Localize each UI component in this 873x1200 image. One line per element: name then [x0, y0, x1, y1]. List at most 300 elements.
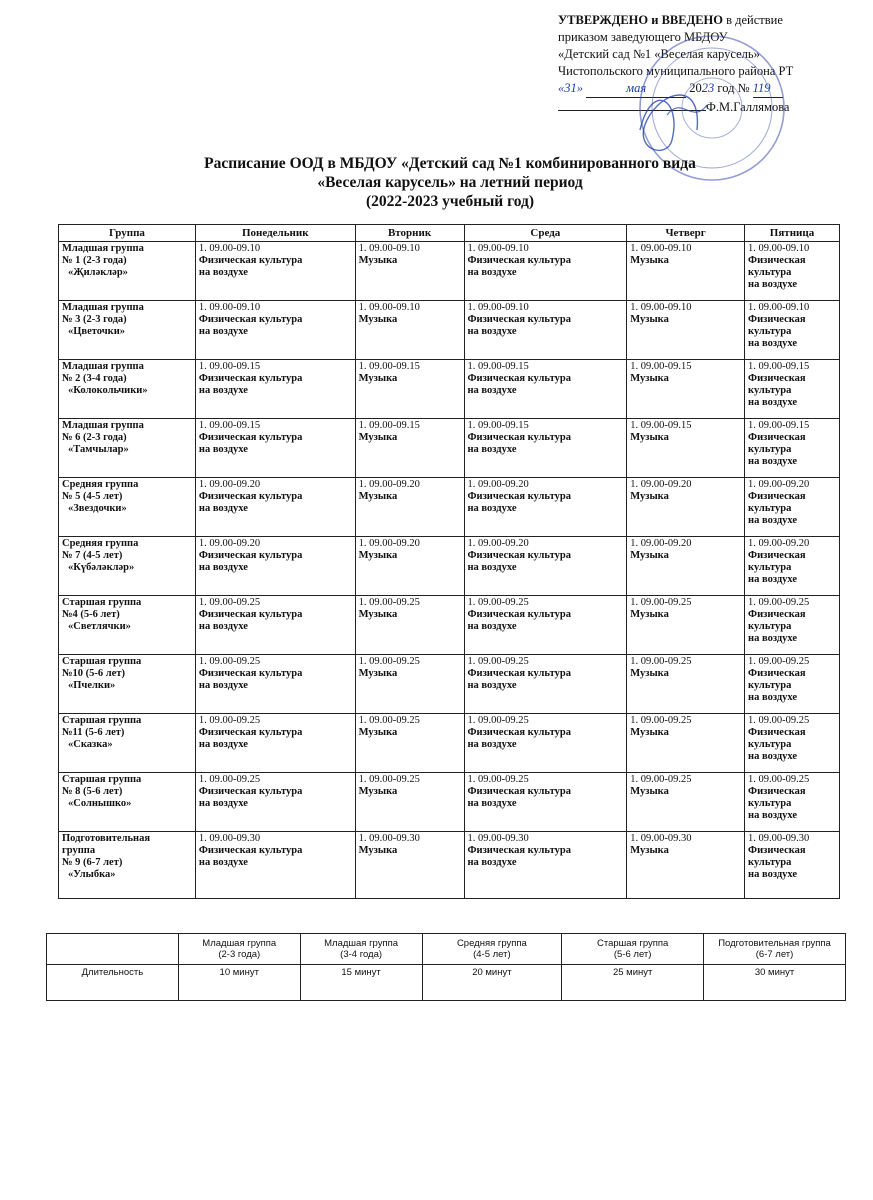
session-time	[359, 302, 461, 314]
cell-wednesday	[464, 714, 627, 773]
activity-pe-outdoor: на воздухе	[748, 338, 798, 349]
activity-music: Музыка	[630, 668, 669, 679]
duration-table	[46, 933, 846, 1001]
activity-pe: Физическая культура	[198, 786, 303, 797]
session-time-value: 09.00-09.25	[209, 656, 261, 667]
duration-header-row	[47, 934, 846, 965]
activity-pe-outdoor: на воздухе	[198, 267, 248, 278]
session-number: 1.	[630, 243, 639, 254]
activity-pe: Физическая культура	[198, 432, 303, 443]
session-time	[630, 420, 741, 432]
group-cell	[59, 655, 196, 714]
cell-monday	[195, 832, 355, 899]
activity-pe-outdoor: на воздухе	[198, 857, 248, 868]
session-time-value: 09.00-09.20	[369, 538, 420, 549]
cell-friday	[745, 301, 840, 360]
approval-year-text: 20	[689, 81, 702, 95]
session-time	[468, 420, 624, 432]
session-time	[359, 420, 461, 432]
activity-pe: Физическая культура	[198, 314, 303, 325]
session-time	[468, 538, 624, 550]
activity-pe-outdoor: на воздухе	[748, 633, 798, 644]
session-time-value: 09.00-09.10	[478, 243, 529, 254]
activity-pe-outdoor: на воздухе	[467, 326, 517, 337]
cell-thursday	[627, 242, 745, 301]
session-number: 1.	[748, 597, 756, 608]
session-time-value: 09.00-09.25	[478, 774, 529, 785]
cell-tuesday	[355, 301, 464, 360]
session-number: 1.	[467, 538, 476, 549]
session-time-value: 09.00-09.15	[758, 420, 810, 431]
cell-thursday	[627, 773, 745, 832]
activity-pe: Физическая культура	[467, 432, 571, 443]
group-cell	[59, 478, 196, 537]
activity-music: Музыка	[630, 786, 669, 797]
session-time-value: 09.00-09.25	[369, 774, 420, 785]
cell-wednesday	[464, 537, 627, 596]
activity-pe-outdoor: на воздухе	[198, 326, 248, 337]
session-time-value: 09.00-09.20	[369, 479, 420, 490]
header-monday: Понедельник	[195, 225, 355, 242]
session-time-value: 09.00-09.25	[640, 656, 692, 667]
session-number: 1.	[467, 597, 476, 608]
session-number: 1.	[198, 243, 207, 254]
duration-header-prep	[704, 934, 846, 965]
duration-header-junior-1	[178, 934, 300, 965]
session-number: 1.	[630, 479, 639, 490]
session-time	[748, 774, 836, 786]
activity-music: Музыка	[630, 491, 669, 502]
activity-pe: культура	[748, 562, 792, 573]
session-time-value: 09.00-09.25	[640, 597, 692, 608]
session-time-value: 09.00-09.25	[640, 715, 692, 726]
activity-pe: Физическая культура	[198, 550, 303, 561]
activity-pe-outdoor: на воздухе	[198, 798, 248, 809]
session-time	[359, 833, 461, 845]
session-number: 1.	[358, 715, 367, 726]
cell-tuesday	[355, 596, 464, 655]
cell-thursday	[627, 537, 745, 596]
session-time	[748, 361, 836, 373]
cell-tuesday	[355, 242, 464, 301]
group-name: «Светлячки»	[68, 621, 131, 632]
session-time	[630, 361, 741, 373]
cell-monday	[195, 419, 355, 478]
session-number: 1.	[198, 538, 207, 549]
activity-music: Музыка	[630, 727, 669, 738]
table-row	[59, 419, 840, 478]
cell-wednesday	[464, 596, 627, 655]
session-number: 1.	[630, 420, 639, 431]
group-line: Старшая группа	[62, 597, 142, 608]
cell-friday	[745, 242, 840, 301]
duration-header-text: Подготовительная группа	[718, 938, 831, 949]
session-time-value: 09.00-09.10	[758, 243, 810, 254]
session-number: 1.	[630, 774, 639, 785]
cell-friday	[745, 360, 840, 419]
session-number: 1.	[358, 479, 367, 490]
activity-pe-outdoor: на воздухе	[467, 680, 517, 691]
cell-tuesday	[355, 419, 464, 478]
cell-wednesday	[464, 301, 627, 360]
group-line: № 1 (2-3 года)	[62, 255, 127, 266]
activity-music: Музыка	[358, 314, 398, 325]
activity-music: Музыка	[358, 432, 398, 443]
title-line-3: (2022-2023 учебный год)	[365, 193, 535, 210]
session-time-value: 09.00-09.20	[640, 538, 692, 549]
cell-wednesday	[464, 242, 627, 301]
cell-friday	[745, 419, 840, 478]
activity-pe: Физическая культура	[467, 668, 571, 679]
group-name: «Солнышко»	[68, 798, 132, 809]
group-line: № 8 (5-6 лет)	[62, 786, 123, 797]
activity-pe: культура	[748, 739, 792, 750]
cell-wednesday	[464, 419, 627, 478]
session-number: 1.	[748, 833, 756, 844]
session-time	[199, 538, 352, 550]
cell-friday	[745, 478, 840, 537]
session-number: 1.	[748, 656, 756, 667]
session-time	[748, 420, 836, 432]
group-name: «Күбәләкләр»	[68, 562, 135, 573]
cell-wednesday	[464, 655, 627, 714]
approval-order-number: 119	[753, 80, 783, 98]
group-line: Младшая группа	[62, 420, 144, 431]
session-number: 1.	[467, 479, 476, 490]
activity-pe-outdoor: на воздухе	[467, 562, 517, 573]
cell-tuesday	[355, 773, 464, 832]
cell-wednesday	[464, 478, 627, 537]
page-title	[150, 154, 750, 211]
group-line: №4 (5-6 лет)	[62, 609, 120, 620]
session-time	[468, 774, 624, 786]
activity-pe: Физическая культура	[467, 786, 571, 797]
group-line: группа	[62, 845, 96, 856]
session-number: 1.	[630, 538, 639, 549]
duration-value: 30 минут	[704, 965, 846, 1001]
session-number: 1.	[467, 302, 476, 313]
group-name: «Улыбка»	[68, 869, 116, 880]
session-number: 1.	[748, 361, 756, 372]
activity-pe: Физическая культура	[467, 727, 571, 738]
activity-pe: культура	[748, 385, 792, 396]
activity-music: Музыка	[630, 550, 669, 561]
group-line: Старшая группа	[62, 715, 142, 726]
group-line: № 2 (3-4 года)	[62, 373, 127, 384]
session-time	[199, 302, 352, 314]
session-time	[748, 479, 836, 491]
session-number: 1.	[748, 243, 756, 254]
activity-pe: Физическая культура	[467, 314, 571, 325]
session-time	[359, 715, 461, 727]
group-line: Младшая группа	[62, 361, 144, 372]
group-name: «Җиләкләр»	[68, 267, 128, 278]
cell-wednesday	[464, 773, 627, 832]
activity-music: Музыка	[630, 314, 669, 325]
session-number: 1.	[358, 361, 367, 372]
activity-pe-outdoor: на воздухе	[467, 444, 517, 455]
activity-pe-outdoor: на воздухе	[748, 810, 798, 821]
session-number: 1.	[467, 656, 476, 667]
session-number: 1.	[748, 420, 756, 431]
group-name: «Звездочки»	[68, 503, 127, 514]
header-tuesday: Вторник	[355, 225, 464, 242]
session-time	[199, 715, 352, 727]
activity-pe-outdoor: на воздухе	[198, 385, 248, 396]
group-line: №11 (5-6 лет)	[62, 727, 125, 738]
session-time	[748, 715, 836, 727]
session-time-value: 09.00-09.10	[640, 302, 692, 313]
session-time	[199, 597, 352, 609]
cell-thursday	[627, 832, 745, 899]
activity-music: Музыка	[358, 255, 398, 266]
activity-pe: Физическая	[748, 255, 806, 266]
session-number: 1.	[358, 302, 367, 313]
session-number: 1.	[467, 774, 476, 785]
activity-pe-outdoor: на воздухе	[748, 397, 798, 408]
cell-tuesday	[355, 832, 464, 899]
group-name: «Цветочки»	[68, 326, 126, 337]
session-time-value: 09.00-09.25	[369, 715, 420, 726]
duration-value: 10 минут	[178, 965, 300, 1001]
session-time-value: 09.00-09.15	[209, 420, 261, 431]
session-time	[359, 774, 461, 786]
activity-pe: культура	[748, 267, 792, 278]
session-time-value: 09.00-09.20	[640, 479, 692, 490]
session-number: 1.	[630, 656, 639, 667]
session-time-value: 09.00-09.15	[758, 361, 810, 372]
group-line: Старшая группа	[62, 656, 142, 667]
activity-pe: Физическая культура	[198, 845, 303, 856]
group-cell	[59, 537, 196, 596]
session-number: 1.	[198, 479, 207, 490]
duration-value: 20 минут	[422, 965, 562, 1001]
session-time	[630, 243, 741, 255]
group-cell	[59, 773, 196, 832]
duration-header-age: (3-4 года)	[340, 949, 383, 960]
activity-pe-outdoor: на воздухе	[467, 857, 517, 868]
activity-pe-outdoor: на воздухе	[467, 503, 517, 514]
duration-row-label: Длительность	[47, 965, 179, 1001]
schedule-header-row	[59, 225, 840, 242]
session-number: 1.	[467, 361, 476, 372]
session-time-value: 09.00-09.10	[369, 302, 420, 313]
session-number: 1.	[198, 774, 207, 785]
duration-header-text: Младшая группа	[324, 938, 399, 949]
cell-wednesday	[464, 832, 627, 899]
approval-date-day: «31»	[558, 81, 583, 95]
cell-monday	[195, 301, 355, 360]
session-time-value: 09.00-09.25	[758, 597, 810, 608]
session-time	[468, 243, 624, 255]
session-time	[748, 597, 836, 609]
table-row	[59, 773, 840, 832]
session-time	[359, 361, 461, 373]
cell-friday	[745, 773, 840, 832]
cell-friday	[745, 537, 840, 596]
header-wednesday: Среда	[464, 225, 627, 242]
cell-monday	[195, 478, 355, 537]
activity-pe-outdoor: на воздухе	[467, 621, 517, 632]
session-number: 1.	[630, 302, 639, 313]
duration-header-age: (5-6 лет)	[613, 949, 652, 960]
session-time-value: 09.00-09.20	[209, 538, 261, 549]
session-time-value: 09.00-09.10	[369, 243, 420, 254]
group-cell	[59, 419, 196, 478]
activity-pe-outdoor: на воздухе	[748, 456, 798, 467]
session-time	[748, 243, 836, 255]
session-number: 1.	[198, 597, 207, 608]
session-time	[199, 361, 352, 373]
cell-tuesday	[355, 360, 464, 419]
header-group: Группа	[59, 225, 196, 242]
activity-pe-outdoor: на воздухе	[748, 515, 798, 526]
activity-music: Музыка	[630, 845, 669, 856]
approval-line-3: «Детский сад №1 «Веселая карусель»	[558, 47, 760, 61]
activity-pe-outdoor: на воздухе	[467, 385, 517, 396]
session-time-value: 09.00-09.25	[209, 597, 261, 608]
activity-pe-outdoor: на воздухе	[198, 444, 248, 455]
activity-pe: культура	[748, 857, 792, 868]
activity-pe-outdoor: на воздухе	[198, 503, 248, 514]
table-row	[59, 242, 840, 301]
cell-monday	[195, 242, 355, 301]
approval-line-4: Чистопольского муниципального района РТ	[558, 64, 794, 78]
cell-thursday	[627, 714, 745, 773]
activity-pe: Физическая культура	[467, 609, 571, 620]
cell-tuesday	[355, 655, 464, 714]
activity-pe: культура	[748, 798, 792, 809]
session-number: 1.	[467, 715, 476, 726]
title-line-1: Расписание ООД в МБДОУ «Детский сад №1 комбинированного вида	[204, 155, 696, 172]
session-time	[199, 243, 352, 255]
session-time-value: 09.00-09.25	[478, 597, 529, 608]
activity-pe: Физическая культура	[467, 491, 571, 502]
session-time-value: 09.00-09.25	[758, 774, 810, 785]
session-number: 1.	[358, 420, 367, 431]
group-line: №10 (5-6 лет)	[62, 668, 125, 679]
session-time-value: 09.00-09.10	[640, 243, 692, 254]
session-time	[630, 597, 741, 609]
group-cell	[59, 360, 196, 419]
activity-pe-outdoor: на воздухе	[748, 751, 798, 762]
cell-monday	[195, 596, 355, 655]
session-number: 1.	[358, 833, 367, 844]
session-time	[468, 479, 624, 491]
activity-pe: Физическая	[748, 432, 806, 443]
activity-pe: Физическая культура	[467, 255, 571, 266]
approval-year-hw: 23	[701, 81, 715, 95]
activity-pe: Физическая	[748, 314, 806, 325]
session-time	[630, 774, 741, 786]
session-time	[359, 656, 461, 668]
session-time-value: 09.00-09.15	[478, 420, 529, 431]
session-time-value: 09.00-09.20	[478, 538, 529, 549]
session-number: 1.	[630, 833, 639, 844]
session-time	[468, 656, 624, 668]
session-time-value: 09.00-09.25	[209, 774, 261, 785]
activity-pe-outdoor: на воздухе	[748, 869, 798, 880]
duration-value: 15 минут	[300, 965, 422, 1001]
activity-music: Музыка	[630, 373, 669, 384]
cell-thursday	[627, 301, 745, 360]
session-time-value: 09.00-09.15	[209, 361, 261, 372]
activity-pe: Физическая культура	[198, 668, 303, 679]
activity-pe: Физическая культура	[198, 373, 303, 384]
group-line: Средняя группа	[62, 479, 139, 490]
session-time	[468, 361, 624, 373]
activity-pe-outdoor: на воздухе	[198, 621, 248, 632]
group-line: Подготовительная	[62, 833, 151, 844]
duration-header-text: Старшая группа	[597, 938, 669, 949]
activity-pe: Физическая	[748, 727, 806, 738]
session-time-value: 09.00-09.25	[369, 656, 420, 667]
session-number: 1.	[198, 715, 207, 726]
group-cell	[59, 714, 196, 773]
session-number: 1.	[198, 656, 207, 667]
group-cell	[59, 242, 196, 301]
activity-pe-outdoor: на воздухе	[198, 562, 248, 573]
schedule-table	[58, 224, 840, 899]
activity-pe: Физическая	[748, 491, 806, 502]
session-time-value: 09.00-09.25	[758, 656, 810, 667]
activity-pe: культура	[748, 503, 792, 514]
activity-pe-outdoor: на воздухе	[748, 692, 798, 703]
session-time-value: 09.00-09.20	[758, 538, 810, 549]
activity-pe: Физическая культура	[467, 373, 571, 384]
activity-music: Музыка	[358, 786, 398, 797]
activity-pe: Физическая	[748, 786, 806, 797]
session-time	[199, 656, 352, 668]
activity-pe: культура	[748, 680, 792, 691]
activity-pe: Физическая культура	[198, 255, 303, 266]
activity-pe-outdoor: на воздухе	[198, 680, 248, 691]
session-time-value: 09.00-09.30	[209, 833, 261, 844]
session-number: 1.	[748, 538, 756, 549]
group-line: № 9 (6-7 лет)	[62, 857, 123, 868]
cell-friday	[745, 832, 840, 899]
activity-music: Музыка	[358, 668, 398, 679]
activity-music: Музыка	[358, 373, 398, 384]
group-cell	[59, 596, 196, 655]
activity-pe: Физическая	[748, 550, 806, 561]
table-row	[59, 360, 840, 419]
session-number: 1.	[748, 479, 756, 490]
cell-wednesday	[464, 360, 627, 419]
duration-header-age: (2-3 года)	[218, 949, 261, 960]
cell-thursday	[627, 655, 745, 714]
session-number: 1.	[467, 243, 476, 254]
approval-date-month: мая	[586, 80, 686, 98]
session-time	[630, 302, 741, 314]
cell-monday	[195, 655, 355, 714]
session-time-value: 09.00-09.30	[640, 833, 692, 844]
session-time	[199, 420, 352, 432]
session-number: 1.	[358, 774, 367, 785]
group-line: Младшая группа	[62, 243, 144, 254]
duration-header-senior	[562, 934, 704, 965]
activity-music: Музыка	[358, 845, 398, 856]
activity-music: Музыка	[630, 255, 669, 266]
activity-pe-outdoor: на воздухе	[198, 739, 248, 750]
session-number: 1.	[198, 361, 207, 372]
group-name: «Тамчылар»	[68, 444, 129, 455]
approval-year-suffix: год №	[714, 81, 750, 95]
session-time	[630, 479, 741, 491]
session-time	[630, 656, 741, 668]
session-time-value: 09.00-09.15	[640, 420, 692, 431]
activity-pe: Физическая культура	[467, 845, 571, 856]
